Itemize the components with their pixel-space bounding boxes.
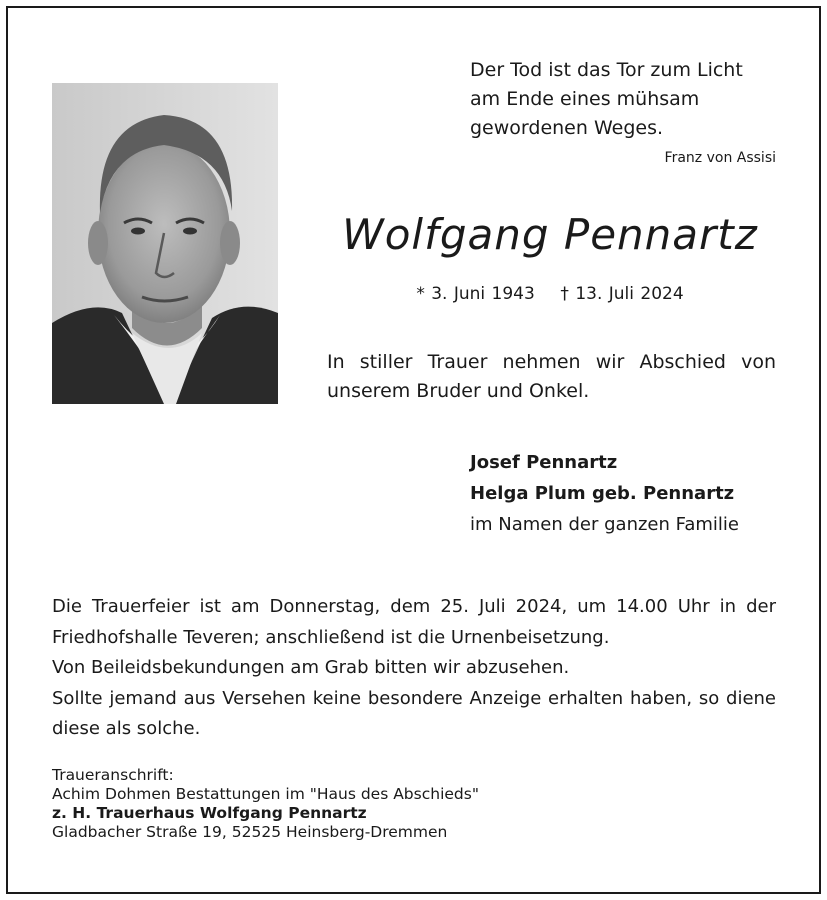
address-label: Traueranschrift: [52,766,174,784]
portrait-photo [52,83,278,404]
address-line: Achim Dohmen Bestattungen im "Haus des Abschieds" [52,785,479,803]
signer-name: Josef Pennartz [470,452,618,473]
address-line: z. H. Trauerhaus Wolfgang Pennartz [52,804,367,822]
condolences-text: Von Beileidsbekundungen am Grab bitten wir abzusehen. [52,657,570,678]
ceremony-text: Die Trauerfeier ist am Donnerstag, dem 25. Juli 2024, um 14.00 Uhr in der Friedhofshalle Teveren; anschließend ist die Urnenbeisetzung. [52,596,776,648]
farewell-text: In stiller Trauer nehmen wir Abschied von unserem Bruder und Onkel. [327,351,776,402]
life-dates [300,284,800,304]
death-date: † 13. Juli 2024 [560,284,684,304]
quote-line: Der Tod ist das Tor zum Licht [470,59,743,81]
birth-date: * 3. Juni 1943 [416,284,535,304]
quote-line: gewordenen Weges. [470,117,664,139]
mourning-address [52,766,612,842]
service-info [52,592,776,745]
quote-line: am Ende eines mühsam [470,88,700,110]
family-note: im Namen der ganzen Familie [470,514,739,535]
signers-block [470,447,800,540]
deceased-name: Wolfgang Pennartz [342,210,758,259]
signer-name: Helga Plum geb. Pennartz [470,483,735,504]
quote-author: Franz von Assisi [664,150,776,166]
notice-text: Sollte jemand aus Versehen keine besondere Anzeige erhalten haben, so diene diese als solche. [52,687,776,739]
address-line: Gladbacher Straße 19, 52525 Heinsberg-Dremmen [52,823,448,841]
quote-text [470,56,780,143]
